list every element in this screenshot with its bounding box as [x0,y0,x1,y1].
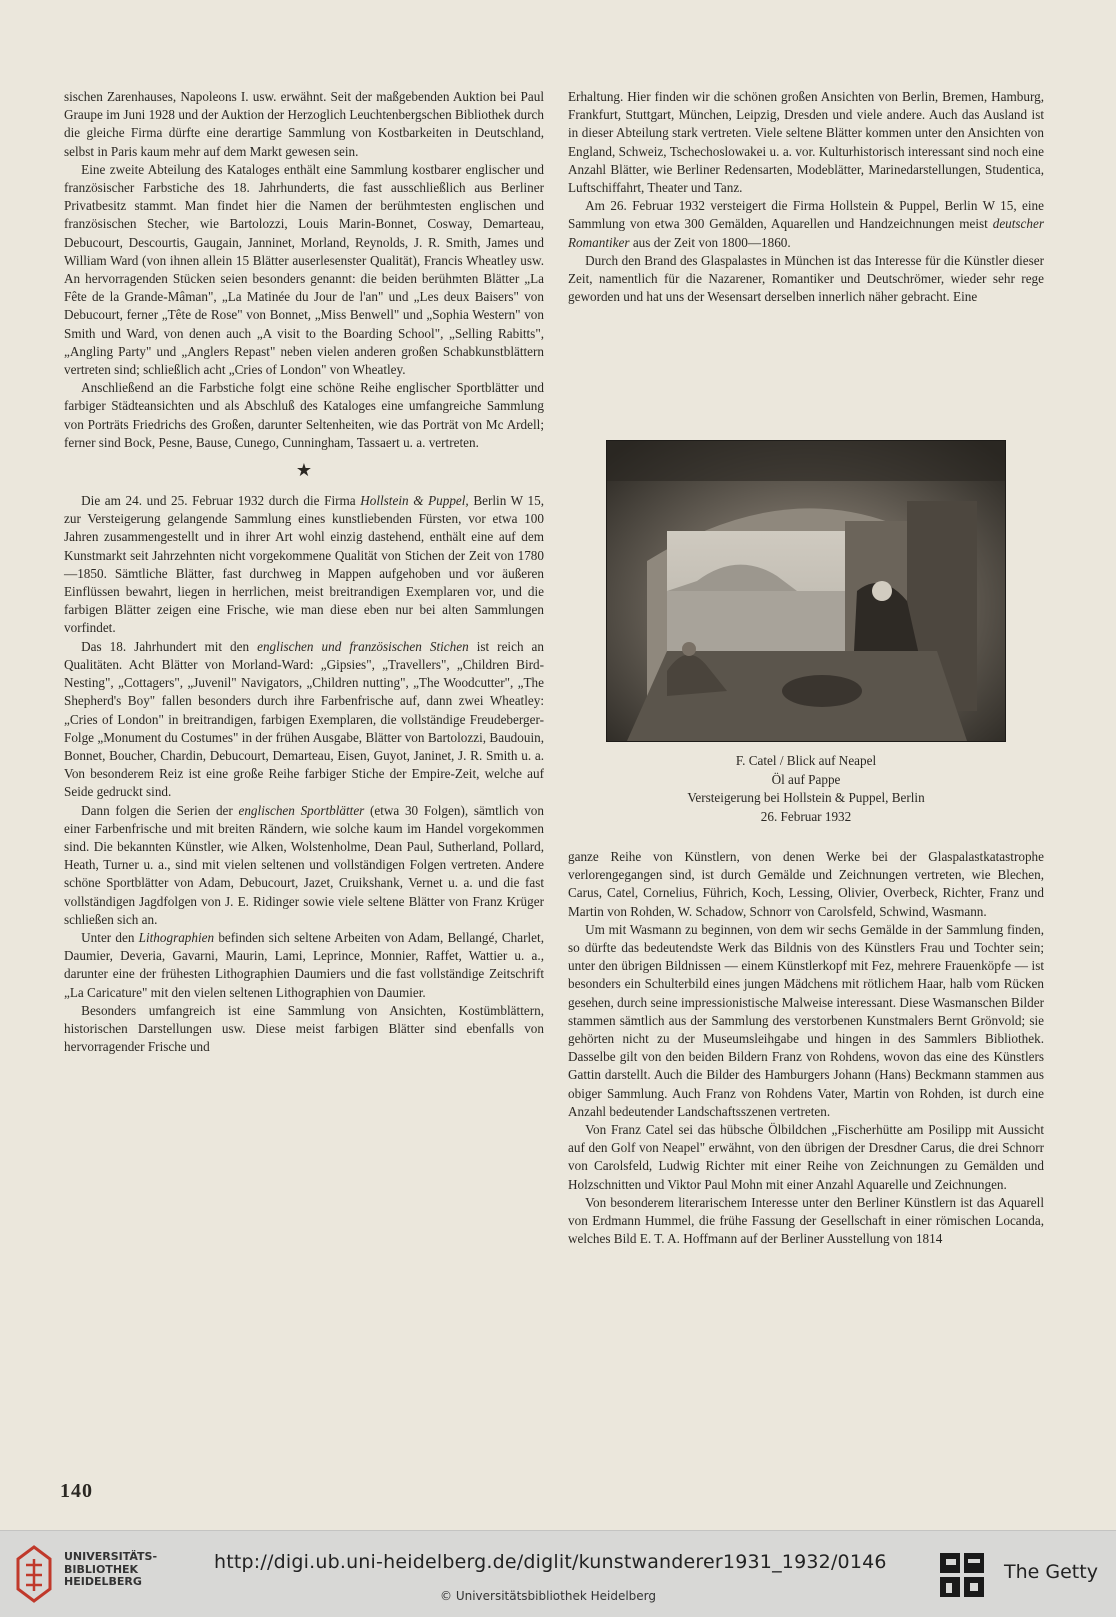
getty-label[interactable]: The Getty [1004,1561,1098,1583]
paragraph: Unter den Lithographien befinden sich seltene Arbeiten von Adam, Bellangé, Charlet, Daumier, Deveria, Gavarni, Maurin, Lami, Leprince, Monnier, Raffet, Wattier u. a., darunter eine der frühesten Lithographien Daumiers und die fast vollständige Zeitschrift „La Caricature" mit den vielen seltenen Lithographien von Daumier. [64,929,544,1000]
paragraph: ganze Reihe von Künstlern, von denen Werke bei der Glaspalastkatastrophe verlorengegangen sind, ist durch Gemälde und Zeichnungen vertreten, wie Blechen, Carus, Catel, Cornelius, Führich, Koch, Lessing, Olivier, Overbeck, Richter, Franz und Martin von Rohden, W. Schadow, Schnorr von Carolsfeld, Schwind, Wasmann. [568,849,1044,919]
caption-title: F. Catel / Blick auf Neapel [735,753,877,768]
paragraph: Durch den Brand des Glaspalastes in München ist das Interesse für die Künstler dieser Zeit, namentlich für die Nazarener, Romantiker und Deutschrömer, wieder sehr rege geworden und hat uns der Wesensart derselben innerlich näher gebracht. Eine [568,252,1044,305]
paragraph: Die am 24. und 25. Februar 1932 durch die Firma Hollstein & Puppel, Berlin W 15, zur Versteigerung gelangende Sammlung eines kunstliebenden Fürsten, vor etwa 100 Jahren zusammengestellt und in ihrer Art wohl einzig dastehend, enthält eine auf dem Kunstmarkt seit Jahrzehnten nicht vorgekommene Qualität von Stichen der Zeit von 1780—1850. Sämtliche Blätter, fast durchweg in Mappen aufgehoben und vor äußeren Einflüssen bewahrt, liegen in herrlichen, meist breitrandigen Exemplaren vor, und die farbigen Blätter zeigen eine Frische, wie man diese eben nur bei alten Sammlungen vorfindet. [64,493,544,636]
painting-image [606,440,1006,742]
paragraph: Erhaltung. Hier finden wir die schönen großen Ansichten von Berlin, Bremen, Hamburg, Frankfurt, Stuttgart, München, Leipzig, Dresden und viele andere. Auch das Ausland ist in dieser Abteilung stark vertreten. Viele seltene Blätter kommen unter den Ansichten von England, Schweiz, Tschechoslowakei u. a. vor. Kulturhistorisch interessant sind noch eine Anzahl Blätter, wie Berliner Redensarten, Modeblätter, Marinedarstellungen, Studentica, Luftschiffahrt, Theater und Tanz. [568,89,1044,196]
paragraph: Das 18. Jahrhundert mit den englischen und französischen Stichen ist reich an Qualitäten. Acht Blätter von Morland-Ward: „Gipsies", „Travellers", „Children Bird-Nesting", „Cottagers", „Juvenil" Navigators, „Children nutting", „The Woodcutter", „The Shepherd's Boy" fallen besonders durch ihre Farbenfrische auf, dann zwei Wheatley: „Cries of London" in breitrandigen, farbigen Exemplaren, die vollständige Freudeberger-Folge „Monument du Costumes" in der frühen Ausgabe, Blätter von Bartolozzi, Baudouin, Bonnet, Boucher, Chardin, Debucourt, Demarteau, Eisen, Guyot, Janinet, J. R. Smith u. a. Von besonderem Reiz ist eine große Reihe farbiger Stiche der Empire-Zeit, welche auf Seide gedruckt sind. [64,638,544,800]
university-library-label[interactable]: UNIVERSITÄTS- BIBLIOTHEK HEIDELBERG [64,1550,158,1588]
getty-logo-icon[interactable] [938,1551,986,1599]
right-column-bottom [568,848,1044,1248]
section-divider-star: ★ [295,460,313,481]
paragraph: sischen Zarenhauses, Napoleons I. usw. erwähnt. Seit der maßgebenden Auktion bei Paul Graupe im Juni 1928 und der Auktion der Herzoglich Leuchtenbergschen Bibliothek durch die gleiche Firma dürfte eine derartige Sammlung von Kostbarkeiten in Deutschland, selbst in Paris kaum mehr auf dem Markt gewesen sein. [64,89,544,159]
copyright-notice: © Universitätsbibliothek Heidelberg [440,1589,657,1603]
paragraph: Eine zweite Abteilung des Kataloges enthält eine Sammlung kostbarer englischer und französischer Farbstiche des 18. Jahrhunderts, die fast ausschließlich aus Berliner Privatbesitz stammt. Man findet hier die Namen der berühmtesten englischen und französischen Stecher, wie Bartolozzi, Louis Marin-Bonnet, Cosway, Demarteau, Debucourt, Descourtis, Gaugain, Janninet, Morland, Reynolds, J. R. Smith, James und William Ward (von ihnen allein 15 Blätter auserlesenster Qualität), Francis Wheatley usw. An hervorragenden Stücken seien besonders genannt: die beiden berühmten Blätter „La Fête de la Grande-Mâman", „La Matinée du Jour de l'an" und „Les deux Baisers" von Debucourt, ferner „Tête de Rose" von Bonnet, „Miss Benwell" und „Sophia Western" von Smith und Ward, von denen auch „A visit to the Boarding School", „Selling Rabitts", „Angling Party" und „Anglers Repast" neben vielen anderen großen Schabkunstblättern vertreten sind; schließlich acht „Cries of London" von Wheatley. [64,161,544,378]
right-column-top [568,88,1044,306]
paragraph: Von besonderem literarischem Interesse unter den Berliner Künstlern ist das Aquarell von Erdmann Hummel, die frühe Fassung der Gesellschaft in einer römischen Locanda, welches Bild E. T. A. Hoffmann auf der Berliner Ausstellung von 1814 [568,1194,1044,1247]
left-column [64,88,544,1056]
viewer-footer [0,1530,1116,1617]
figure-caption [568,752,1044,826]
page-number: 140 [60,1480,93,1502]
paragraph: Von Franz Catel sei das hübsche Ölbildchen „Fischerhütte am Posilipp mit Aussicht auf den Golf von Neapel" erwähnt, von den übrigen der Dresdner Carus, die drei Schnorr von Carolsfeld, Ludwig Richter mit einer Reihe von Zeichnungen zu Gemälden und Holzschnitten und Viktor Paul Mohn mit einer Anzahl Aquarelle und Zeichnungen. [568,1122,1044,1192]
paragraph: Um mit Wasmann zu beginnen, von dem wir sechs Gemälde in der Sammlung finden, so dürfte das bedeutendste Werk das Bildnis von des Künstlers Frau und Tochter sein; unter den übrigen Bildnissen — einem Künstlerkopf mit Fez, mehrere Frauenköpfe — ist besonders ein Schulterbild eines jungen Mädchens mit rötlichem Haar, halb vom Rücken gesehen, durch seine impressionistische Malweise interessant. Diese Wasmanschen Bilder stammen sämtlich aus der Sammlung des verstorbenen Kunstmalers Bernt Grönvold; sie gehörten nicht zu der Museumsleihgabe und hingen in des Sammlers Bibliothek. Dasselbe gilt von den beiden Bildern Franz von Rohdens, wovon das eine des Künstlers Gattin darstellt. Auch die Bilder des Hamburgers Johann (Hans) Beckmann stammen aus obiger Sammlung. Auch Franz von Rohdens Vater, Martin von Rohden, ist durch eine Anzahl bedeutender Landschaftsszenen vertreten. [568,921,1044,1119]
paragraph: Anschließend an die Farbstiche folgt eine schöne Reihe englischer Sportblätter und farbiger Städteansichten und als Abschluß des Kataloges eine umfangreiche Sammlung von Porträts Friedrichs des Großen, darunter Seltenheiten, wie das Porträt von Mc Ardell; ferner sind Bock, Pesne, Bause, Cunego, Cunningham, Tassaert u. a. vertreten. [64,380,544,450]
painting-illustration [607,441,1005,741]
caption-auction: Versteigerung bei Hollstein & Puppel, Berlin [687,790,925,806]
permalink-url[interactable]: http://digi.ub.uni-heidelberg.de/diglit/kunstwanderer1931_1932/0146 [214,1551,887,1573]
paragraph: Am 26. Februar 1932 versteigert die Firma Hollstein & Puppel, Berlin W 15, eine Sammlung von etwa 300 Gemälden, Aquarellen und Handzeichnungen meist deutscher Romantiker aus der Zeit von 1800—1860. [568,198,1044,250]
caption-medium: Öl auf Pappe [771,771,841,787]
paragraph: Dann folgen die Serien der englischen Sportblätter (etwa 30 Folgen), sämtlich von einer Farbenfrische und mit breiten Rändern, wie solche kaum im Handel vorgekommen sind. Die bekannten Künstler, wie Alken, Wolstenholme, Dean Paul, Sutherland, Pollard, Heath, Turner u. a., sind mit vielen seltenen und vollständigen Folgen vertreten. Andere schöne Sportblätter von Adam, Debucourt, Jazet, Cruikshank, Vernet u. a. und die fast vollständigen Jagdfolgen von J. E. Ridinger sowie viele seltene Blätter von Franz Krüger schließen sich an. [64,802,544,927]
heidelberg-university-logo-icon[interactable] [14,1545,54,1603]
paragraph: Besonders umfangreich ist eine Sammlung von Ansichten, Kostümblättern, historischen Darstellungen usw. Diese meist farbigen Blätter sind ebenfalls von hervorragender Frische und [64,1002,544,1055]
caption-date: 26. Februar 1932 [760,808,852,824]
